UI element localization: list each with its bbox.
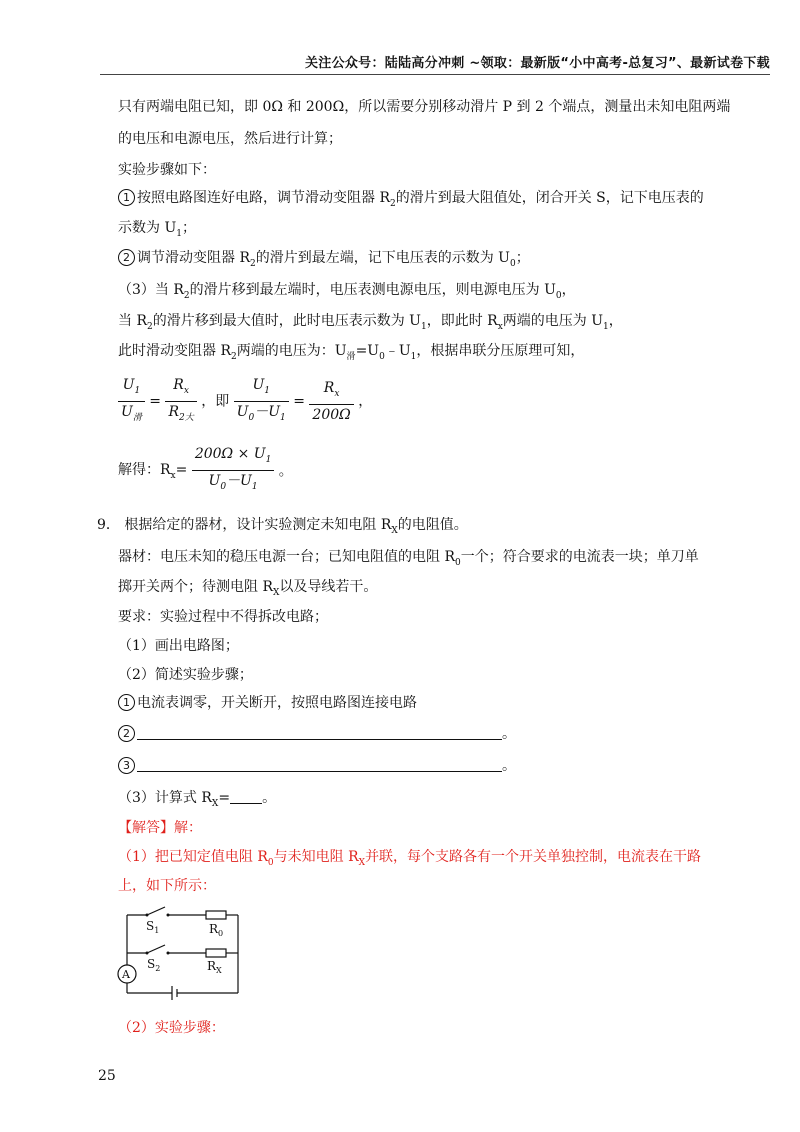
text-line: 实验步骤如下： xyxy=(118,162,216,178)
text-line: 此时滑动变阻器 $R_2$两端的电压为：$U_滑=U_0﹣U_1$，根据串联分压原理可知， xyxy=(118,343,585,362)
text-line: 当 $R_2$的滑片移到最大值时，此时电压表示数为 $U_1$，即此时 $R_x$两端的电压为 $U_1$， xyxy=(118,313,623,332)
fill-in-line: （3）计算式 $R_X=$ 。 xyxy=(118,790,277,809)
switch-s2-blade xyxy=(147,945,165,953)
s2-label: $S_2$ xyxy=(147,957,161,973)
r0-label: $R_0$ xyxy=(209,922,224,938)
answer-blank xyxy=(137,725,502,740)
resistor-r0 xyxy=(206,911,226,919)
question-9-title: 9． 根据给定的器材，设计实验测定未知电阻 $R_X$的电阻值。 xyxy=(97,517,468,536)
answer-label: 【解答】解： xyxy=(118,820,202,836)
page-header: 关注公众号：陆陆高分冲刺 ~领取：最新版“小中高考-总复习”、最新试卷下载 xyxy=(304,56,770,71)
text-line: 只有两端电阻已知，即 0Ω 和 200Ω，所以需要分别移动滑片 P 到 2 个端点，测量出未知电阻两端 xyxy=(118,99,731,115)
text-line: 要求：实验过程中不得拆改电路； xyxy=(118,609,328,625)
text-line: 器材：电压未知的稳压电源一台；已知电阻值的电阻 $R_0$一个；符合要求的电流表一块；单刀单 xyxy=(118,549,699,568)
header-rule xyxy=(100,74,770,75)
text-line: （1）画出电路图； xyxy=(118,638,239,654)
fill-in-line: 2 。 xyxy=(118,724,516,744)
circled-number: 1 xyxy=(118,694,135,711)
answer-line: 上，如下所示： xyxy=(118,878,216,894)
circuit-diagram xyxy=(110,900,250,1005)
answer-blank xyxy=(137,757,502,772)
circled-number: 2 xyxy=(118,249,135,266)
ammeter-label: A xyxy=(122,968,130,981)
ratio-equation: $\frac{U_1}{U_滑}$ = $\frac{R_x}{R_{2大}}$ ，即 $\frac{U_1}{U_0-U_1}$ = $\frac{R_x}{200\Omega}$ ， xyxy=(118,375,372,428)
rx-label: $R_X$ xyxy=(207,959,222,975)
switch-s1-blade xyxy=(147,907,165,915)
switch-node xyxy=(167,952,170,955)
switch-node xyxy=(146,952,149,955)
switch-node xyxy=(146,914,149,917)
text-line: 1 按照电路图连好电路，调节滑动变阻器 $R_2$的滑片到最大阻值处，闭合开关 S，记下电压表的 xyxy=(118,188,704,214)
text-line: （3）当 $R_2$的滑片移到最左端时，电压表测电源电压，则电源电压为 $U_0$， xyxy=(118,282,576,301)
text-line: 2 调节滑动变阻器 $R_2$的滑片到最左端，记下电压表的示数为 $U_0$； xyxy=(118,248,530,274)
circled-number: 3 xyxy=(118,757,135,774)
text-line: （2）简述实验步骤； xyxy=(118,667,253,683)
text-line: 的电压和电源电压，然后进行计算； xyxy=(118,131,342,147)
answer-blank xyxy=(230,789,262,804)
s1-label: $S_1$ xyxy=(146,919,160,935)
text-line: 掷开关两个；待测电阻 $R_X$以及导线若干。 xyxy=(118,579,378,598)
answer-line: （1）把已知定值电阻 $R_0$与未知电阻 $R_X$并联，每个支路各有一个开关单独控制，电流表在干路 xyxy=(118,849,702,868)
circled-number: 2 xyxy=(118,725,135,742)
circled-number: 1 xyxy=(118,189,135,206)
text-line: 1 电流表调零，开关断开，按照电路图连接电路 xyxy=(118,693,417,713)
answer-line: （2）实验步骤： xyxy=(118,1020,225,1036)
solution-equation: 解得：$R_x=$ $\frac{200\Omega \times U_1}{U_0-U_1}$ 。 xyxy=(118,446,293,492)
switch-node xyxy=(167,914,170,917)
page-number: 25 xyxy=(98,1068,116,1084)
fill-in-line: 3 。 xyxy=(118,756,516,776)
text-line: 示数为 $U_1$； xyxy=(118,220,196,239)
resistor-rx xyxy=(206,949,226,957)
